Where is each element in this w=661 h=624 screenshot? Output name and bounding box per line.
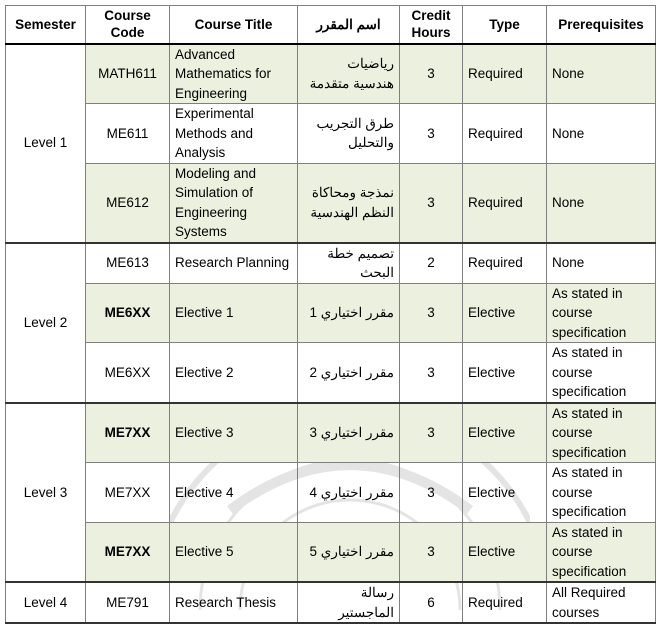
header-credit-hours: Credit Hours <box>400 6 463 44</box>
credit-hours-cell: 3 <box>400 343 463 403</box>
type-cell: Required <box>463 243 547 284</box>
semester-cell: Level 3 <box>6 403 86 583</box>
type-cell: Required <box>463 44 547 104</box>
header-arabic-title: اسم المقرر <box>298 6 400 44</box>
header-semester: Semester <box>6 6 86 44</box>
type-cell: Elective <box>463 283 547 343</box>
table-row <box>6 403 656 463</box>
prerequisites-cell: All Required courses <box>547 582 656 623</box>
header-row <box>6 6 656 44</box>
course-code-cell: ME6XX <box>86 283 170 343</box>
credit-hours-cell: 3 <box>400 522 463 582</box>
table-row <box>6 104 656 164</box>
prerequisites-cell: As stated in course specification <box>547 403 656 463</box>
type-cell: Elective <box>463 343 547 403</box>
credit-hours-cell: 3 <box>400 403 463 463</box>
arabic-title-cell: طرق التجريب والتحليل <box>298 104 400 164</box>
course-title-cell: Modeling and Simulation of Engineering Systems <box>170 163 298 243</box>
credit-hours-cell: 3 <box>400 44 463 104</box>
course-code-cell: ME613 <box>86 243 170 284</box>
course-title-cell: Elective 5 <box>170 522 298 582</box>
table-row <box>6 283 656 343</box>
level-4-group <box>6 582 656 623</box>
course-code-cell: ME791 <box>86 582 170 623</box>
table-row <box>6 163 656 243</box>
header-type: Type <box>463 6 547 44</box>
level-1-group <box>6 44 656 243</box>
prerequisites-cell: None <box>547 243 656 284</box>
level-3-group <box>6 403 656 583</box>
course-code-cell: MATH611 <box>86 44 170 104</box>
type-cell: Required <box>463 163 547 243</box>
course-title-cell: Research Planning <box>170 243 298 284</box>
course-title-cell: Elective 2 <box>170 343 298 403</box>
course-title-cell: Elective 4 <box>170 463 298 523</box>
arabic-title-cell: مقرر اختياري 3 <box>298 403 400 463</box>
header-course-code: Course Code <box>86 6 170 44</box>
course-title-cell: Research Thesis <box>170 582 298 623</box>
course-code-cell: ME612 <box>86 163 170 243</box>
credit-hours-cell: 3 <box>400 104 463 164</box>
arabic-title-cell: مقرر اختياري 1 <box>298 283 400 343</box>
credit-hours-cell: 3 <box>400 283 463 343</box>
type-cell: Elective <box>463 403 547 463</box>
level-2-group <box>6 243 656 403</box>
credit-hours-cell: 6 <box>400 582 463 623</box>
course-code-cell: ME6XX <box>86 343 170 403</box>
table-row <box>6 522 656 582</box>
course-code-cell: ME7XX <box>86 463 170 523</box>
prerequisites-cell: None <box>547 44 656 104</box>
arabic-title-cell: تصميم خطة البحث <box>298 243 400 284</box>
type-cell: Elective <box>463 522 547 582</box>
course-title-cell: Elective 1 <box>170 283 298 343</box>
type-cell: Required <box>463 582 547 623</box>
arabic-title-cell: مقرر اختياري 4 <box>298 463 400 523</box>
course-code-cell: ME7XX <box>86 522 170 582</box>
course-title-cell: Advanced Mathematics for Engineering <box>170 44 298 104</box>
course-title-cell: Elective 3 <box>170 403 298 463</box>
arabic-title-cell: رسالة الماجستير <box>298 582 400 623</box>
prerequisites-cell: None <box>547 163 656 243</box>
arabic-title-cell: مقرر اختياري 5 <box>298 522 400 582</box>
semester-cell: Level 1 <box>6 44 86 243</box>
credit-hours-cell: 2 <box>400 243 463 284</box>
header-prerequisites: Prerequisites <box>547 6 656 44</box>
table-row <box>6 582 656 623</box>
semester-cell: Level 4 <box>6 582 86 623</box>
arabic-title-cell: رياضيات هندسية متقدمة <box>298 44 400 104</box>
prerequisites-cell: As stated in course specification <box>547 283 656 343</box>
course-title-cell: Experimental Methods and Analysis <box>170 104 298 164</box>
prerequisites-cell: As stated in course specification <box>547 522 656 582</box>
table-row <box>6 44 656 104</box>
arabic-title-cell: مقرر اختياري 2 <box>298 343 400 403</box>
type-cell: Elective <box>463 463 547 523</box>
table-row <box>6 343 656 403</box>
prerequisites-cell: As stated in course specification <box>547 343 656 403</box>
header-course-title: Course Title <box>170 6 298 44</box>
prerequisites-cell: As stated in course specification <box>547 463 656 523</box>
prerequisites-cell: None <box>547 104 656 164</box>
semester-cell: Level 2 <box>6 243 86 403</box>
credit-hours-cell: 3 <box>400 163 463 243</box>
credit-hours-cell: 3 <box>400 463 463 523</box>
arabic-title-cell: نمذجة ومحاكاة النظم الهندسية <box>298 163 400 243</box>
study-plan-table <box>5 5 656 624</box>
table-row <box>6 243 656 284</box>
type-cell: Required <box>463 104 547 164</box>
table-row <box>6 463 656 523</box>
course-code-cell: ME7XX <box>86 403 170 463</box>
course-code-cell: ME611 <box>86 104 170 164</box>
